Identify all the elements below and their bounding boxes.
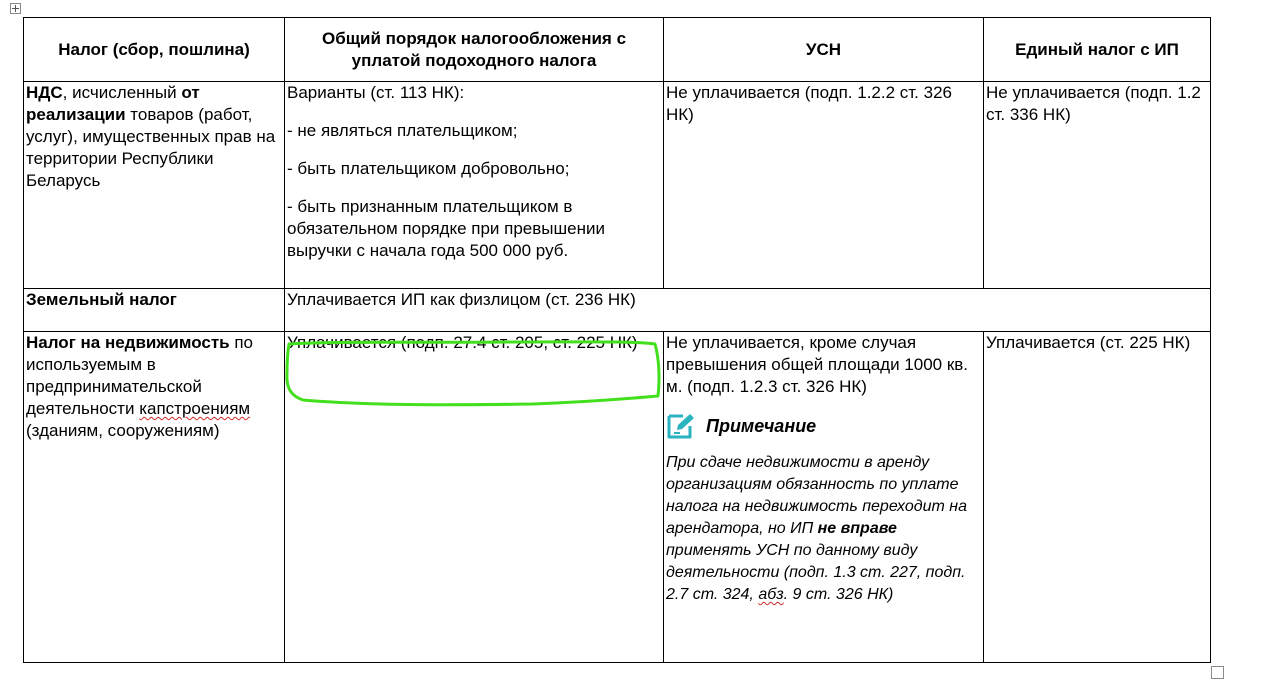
land-name: Земельный налог [26, 290, 177, 309]
note-title: Примечание [706, 416, 817, 436]
header-general-regime: Общий порядок налогообложения с уплатой подоходного налога [285, 18, 664, 82]
vat-general-option-3: - быть признанным плательщиком в обязательном порядке при превышении выручки с начала года 500 000 руб. [287, 197, 605, 260]
vat-name-text-2: товаров (работ, услуг), имущественных прав на территории Республики Беларусь [26, 105, 276, 190]
vat-name-bold-2: от реализации [26, 83, 200, 124]
header-row [24, 18, 1211, 82]
vat-name-text: , исчисленный [62, 83, 182, 102]
property-single-tax-cell[interactable]: Уплачивается (ст. 225 НК) [984, 332, 1211, 663]
vat-usn-cell[interactable]: Не уплачивается (подп. 1.2.2 ст. 326 НК) [664, 82, 984, 289]
table-resize-icon[interactable] [1211, 666, 1224, 679]
property-name-text-2: (зданиям, сооружениям) [26, 421, 220, 440]
table-move-icon[interactable] [10, 3, 21, 14]
edit-note-icon [666, 412, 696, 440]
property-name-text: по используемым в предпринимательской деятельности [26, 333, 253, 418]
header-usn: УСН [664, 18, 984, 82]
land-name-cell[interactable] [24, 289, 285, 332]
vat-name-bold: НДС [26, 83, 63, 102]
note-bold: не вправе [817, 520, 897, 537]
note-text-2: применять УСН по данному виду деятельности (подп. 1.3 ст. 227, подп. 2.7 ст. 324, [666, 542, 966, 603]
vat-name-cell[interactable] [24, 82, 285, 289]
note-text-1: При сдаче недвижимости в аренду организациям обязанность по уплате налога на недвижимость переходит на арендатора, но ИП [666, 454, 967, 537]
vat-general-cell[interactable] [285, 82, 664, 289]
note-body [666, 452, 981, 606]
vat-general-option-1: - не являться плательщиком; [287, 121, 518, 140]
note-misspelled: абз [758, 586, 784, 603]
property-name-misspelled: капстроениям [139, 399, 251, 418]
property-usn-text: Не уплачивается, кроме случая превышения общей площади 1000 кв. м. (подп. 1.2.3 ст. 326 НК) [666, 333, 969, 396]
table-row-vat [24, 82, 1211, 289]
property-name-bold: Налог на недвижимость [26, 333, 230, 352]
property-general-cell[interactable]: Уплачивается (подп. 27.4 ст. 205, ст. 225 НК) [285, 332, 664, 663]
header-tax: Налог (сбор, пошлина) [24, 18, 285, 82]
table-row-land [24, 289, 1211, 332]
note-text-3: . 9 ст. 326 НК) [783, 586, 894, 603]
property-name-cell[interactable] [24, 332, 285, 663]
note-header [666, 412, 981, 440]
tax-comparison-table [23, 17, 1211, 663]
header-single-tax: Единый налог с ИП [984, 18, 1211, 82]
vat-general-intro: Варианты (ст. 113 НК): [287, 83, 465, 102]
vat-general-option-2: - быть плательщиком добровольно; [287, 159, 570, 178]
land-merged-cell[interactable]: Уплачивается ИП как физлицом (ст. 236 НК) [285, 289, 1211, 332]
table-row-property [24, 332, 1211, 663]
vat-single-tax-cell[interactable]: Не уплачивается (подп. 1.2 ст. 336 НК) [984, 82, 1211, 289]
property-usn-cell[interactable] [664, 332, 984, 663]
